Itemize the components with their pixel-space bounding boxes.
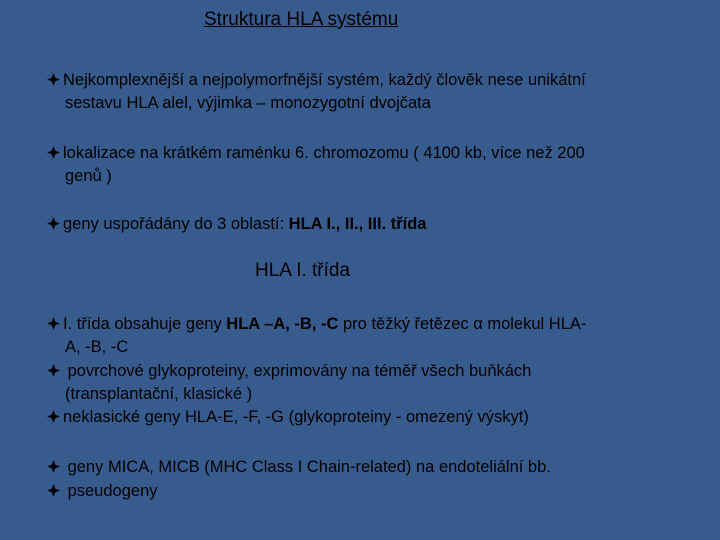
bullet-text-continuation: A, -B, -C [65,338,129,356]
bullet-class-one [47,313,719,359]
diamond-bullet-icon [47,410,60,423]
diamond-bullet-icon [47,484,60,497]
slide-title: Struktura HLA systému [204,9,399,30]
bullet-text: Nejkomplexnější a nejpolymorfnější systém, každý člověk nese unikátní [63,71,586,89]
bullet-complexity [47,69,719,115]
bullet-text: lokalizace na krátkém raménku 6. chromozomu ( 4100 kb, více než 200 [63,144,585,162]
bullet-mica-micb [47,456,719,479]
bullet-bold-text: HLA –A, -B, -C [226,315,339,333]
diamond-bullet-icon [47,146,60,159]
bullet-text: geny MICA, MICB (MHC Class I Chain-related) na endoteliální bb. [63,458,551,476]
bullet-bold-text: HLA I., II., III. třída [288,215,427,233]
bullet-glycoproteins [47,360,719,406]
diamond-bullet-icon [47,460,60,473]
bullet-text: geny uspořádány do 3 oblastí: [63,215,289,233]
bullet-text-continuation: sestavu HLA alel, výjimka – monozygotní dvojčata [65,94,431,112]
bullet-text: pseudogeny [63,482,158,500]
diamond-bullet-icon [47,73,60,86]
bullet-nonclassical [47,406,719,429]
bullet-localization [47,142,719,188]
bullet-text-continuation: (transplantační, klasické ) [65,385,253,403]
bullet-text-continuation: genů ) [65,167,112,185]
bullet-text-after: pro těžký řetězec α molekul HLA- [338,315,587,333]
bullet-text: povrchové glykoproteiny, exprimovány na téměř všech buňkách [63,362,532,380]
diamond-bullet-icon [47,217,60,230]
diamond-bullet-icon [47,317,60,330]
diamond-bullet-icon [47,364,60,377]
bullet-text: neklasické geny HLA-E, -F, -G (glykoproteiny - omezený výskyt) [63,408,529,426]
bullet-text: I. třída obsahuje geny [63,315,227,333]
bullet-regions [47,213,719,236]
bullet-pseudogenes [47,480,719,503]
section-subtitle: HLA I. třída [255,260,351,281]
